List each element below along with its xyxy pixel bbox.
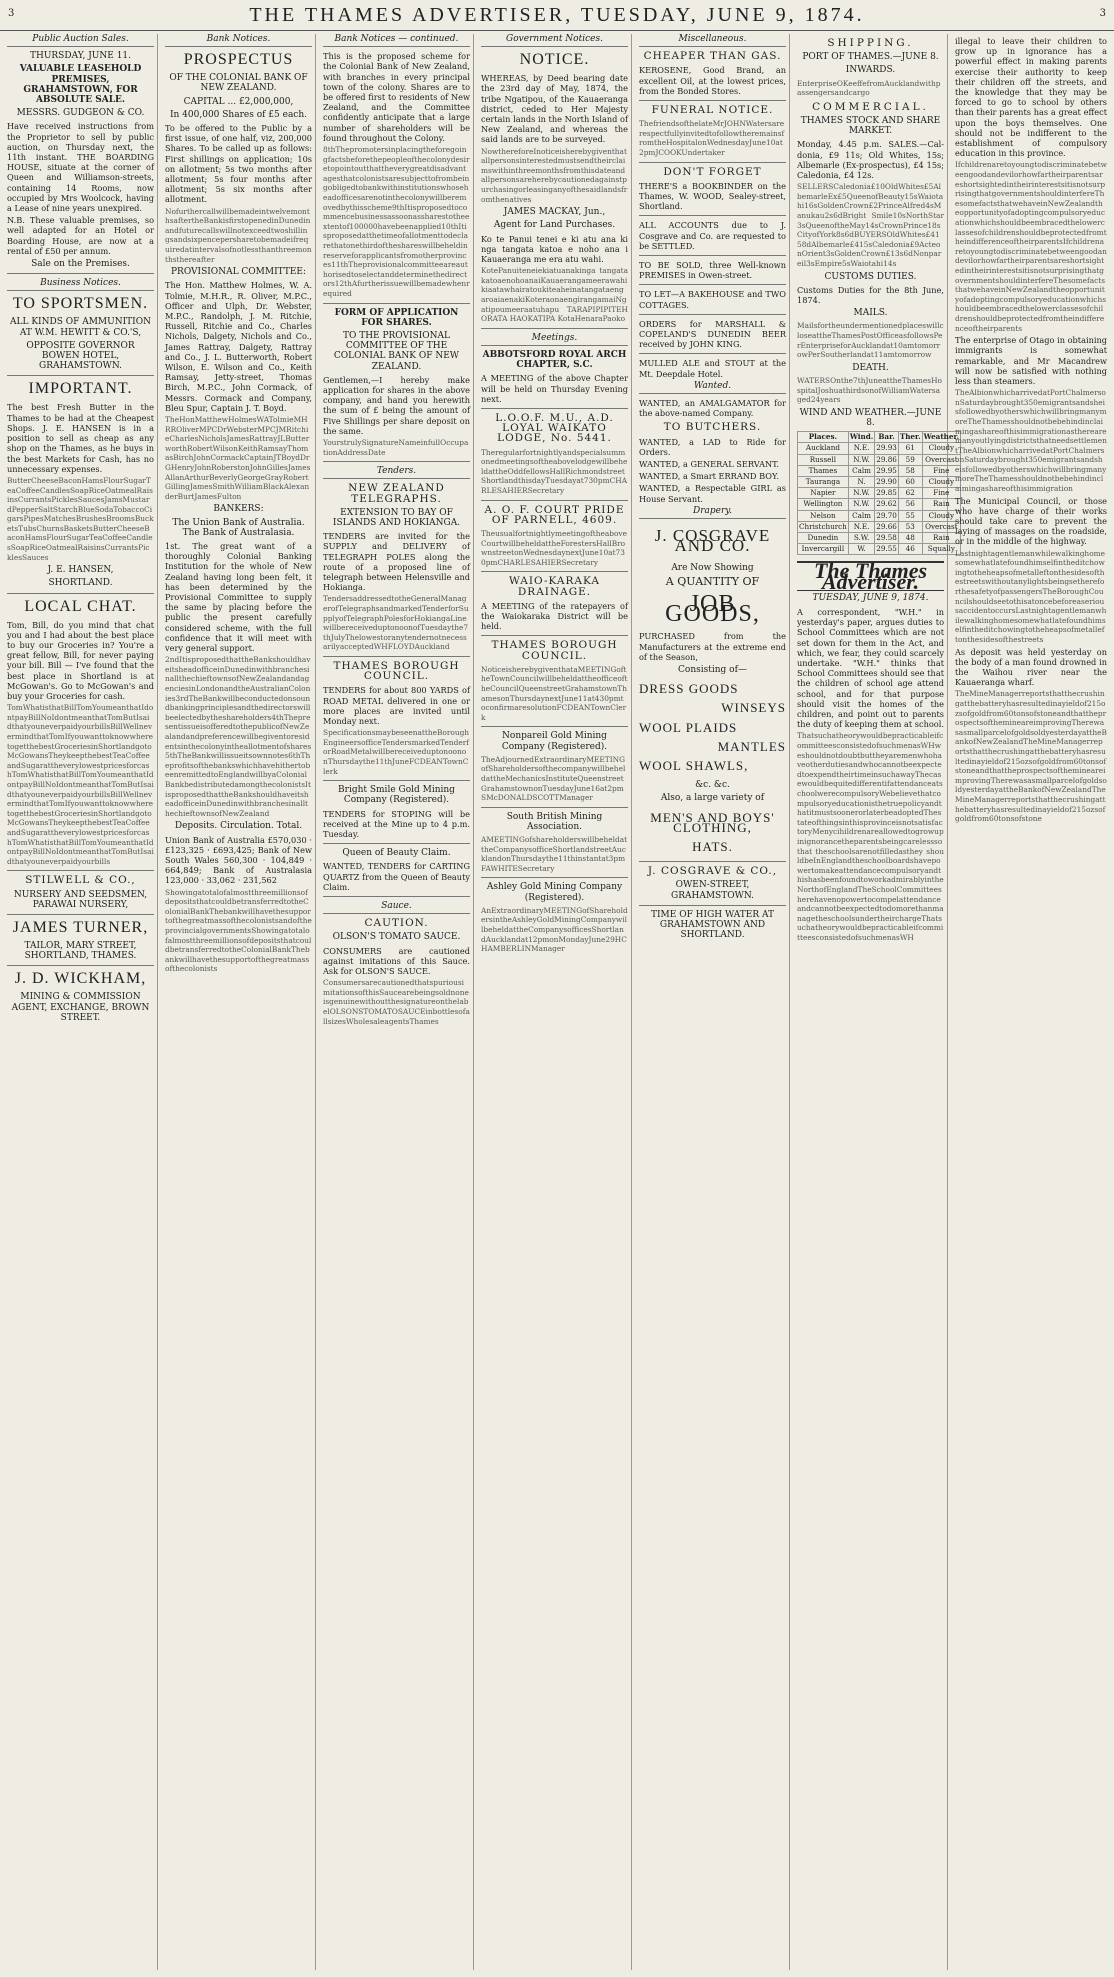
table-cell: Tauranga (798, 476, 849, 487)
leader-continued: illegal to leave their children to grow up in ignorance has a powerful effect in making parents exercise their authority to keep their children off the streets, and the knowledge that they may be forced to go to school by others than their parents has a great effect upon the boys themselves. One should not be indifferent to the establishment of compulsory education in this province. (955, 36, 1107, 159)
table-cell: Rain (922, 499, 960, 510)
table-cell: Rain (922, 532, 960, 543)
table-row (798, 454, 961, 465)
cosgrave-title: J. COSGRAVE AND CO. (654, 526, 771, 556)
table-cell: N. (848, 476, 874, 487)
table-cell: W. (848, 544, 874, 555)
table-cell: Auckland (798, 443, 849, 454)
mails-title: MAILS. (853, 308, 888, 319)
table-cell: Cloudy (922, 476, 960, 487)
sale-text: Have received instructions from the Proprietor to sell by public auction, on Thursday next, the 11th instant. THE BOARDING HOUSE, situate at the corner of Queen and Williamson-streets, containing 14 Rooms, now occupied by Mrs Woolcock, having a Lease of nine years unexpired. (7, 121, 154, 214)
wool-shawls: WOOL SHAWLS, (639, 757, 749, 773)
table-cell: 29.85 (876, 488, 897, 498)
table-cell: Cloudy (922, 443, 960, 454)
wind-header: WIND AND WEATHER.—JUNE 8. (799, 407, 942, 428)
hansen-name: J. E. HANSEN, (47, 565, 114, 576)
prospectus-intro: To be offered to the Public by a first issue, of one half, viz, 200,000 Shares. To be called up as follows: First shillings on application; 10s on allotment; 5s two months after allotment; 5s four months after allotment; 5s six months after allotment. (165, 123, 312, 205)
table-cell: 29.93 (876, 443, 897, 453)
section-header: Drapery. (639, 506, 786, 519)
page-number-right: 3 (1099, 8, 1106, 19)
table-cell: N.W. (848, 454, 874, 465)
committee-list: The Hon. Matthew Holmes, W. A. Tolmie, M.H.R., R. Oliver, M.P.C., Officer and Ulph, Dr. Webster, M.P.C., Randolph, J. M. Ritchie, Russell, Ritchie and Co., Charles Nichols, Dalgety, Nichols and Co., James Rattray, Dalgety, Rattray and Co., J. L. Butterworth, Robert Wilson, E. Wilson and Co., Keith Ramsay, Jetty-street, Thomas Birch, M.P.C., John Cormack, of Messrs. Cormack and Company, Bleu Spur, Captain J. T. Boyd. (165, 280, 312, 413)
table-cell: 59 (898, 454, 922, 465)
gas-body: KEROSENE, Good Brand, an excellent Oil, at the lowest prices, from the Bonded Stores. (639, 65, 786, 96)
queen-beauty: Queen of Beauty Claim. (342, 848, 451, 859)
prospectus-sub: OF THE COLONIAL BANK OF NEW ZEALAND. (169, 73, 308, 94)
stilwell-title: STILWELL & CO., (25, 874, 136, 887)
section-header: Tenders. (323, 466, 470, 479)
column-2: Bank Notices. PROSPECTUS OF THE COLONIAL BANK OF NEW ZEALAND. CAPITAL ... £2,000,000, In 400,000 Shares of £5 each. To be offered to the Public by a first issue, of one half, viz, 200,000 Shares. To be called up as follows: First shillings on application; 10s on allotment; 5s two months after allotment; 5s four months after allotment; 5s six months after allotment. NofurthercallwillbemadeintwelvemonthsaftertheBankisfirstopenedinDunedinandfuturecallswillnotexceedtwoshillingsandsixpencepersharetobemadeifrequiredatintervalsofnotlessthanthreemonthsthereafter PROVISIONAL COMMITTEE: The Hon. Matthew Holmes, W. A. Tolmie, M.H.R., R. Oliver, M.P.C., Officer and Ulph, Dr. Webster, M.P.C., Randolph, J. M. Ritchie, Russell, Ritchie and Co., Charles Nichols, Dalgety, Nichols and Co., James Rattray, Dalgety, Rattray and Co., J. L. Butterworth, Robert Wilson, E. Wilson and Co., Keith Ramsay, Jetty-street, Thomas Birch, M.P.C., John Cormack, of Messrs. Cormack and Company, Bleu Spur, Captain J. T. Boyd. TheHonMatthewHolmesWATolmieMHRROliverMPCDrWebsterMPCJMRitchieCharlesNicholsJamesRattrayJLButterworthRobertWilsonKeithRamsayThomasBirchJohnCormackCaptainJTBoydDrGHenryJohnRoberstonJohnGillesJamesAllanArthurBeverlyGeorgeGrayRobertGillingJamesSmithWilliamBlackAlexanderBurtJamesFulton BANKERS: The Union Bank of Australia. The Bank of Australasia. 1st. The great want of a thoroughly Colonial Banking Institution for the whole of New Zealand having long been felt, it has been determined by the Provisional Committee to supply the same by placing before the public the present carefully considered scheme, with the full confidence that it will meet with very general support. 2ndItisproposedthattheBankshouldhaveitsheadofficeinDunedinwithbranchesinallthechieftownsofNewZealandandagenciesinLondonandtheAustralianColonies3rdTheBankwillbeconductedonsoundbankingprinciplesandthedirectorswillbeelectedbytheshareholders4thThepresentissueisofferedtothepublicofNewZealandandpreferencewillbegiventoresidentsinthecolonyintheallotmentofshares5thTheBankwillissueitsownnotes6thTheprofitsofthebankswhichhavehithertobeenremittedtoEnglandwillbyaColonialBankbedistributedamongthecolonistsItisproposedthattheBankshouldhaveitsheadofficeinDunedinwithbranchesinallthechieftownsofNewZealand Deposits. Circulation. Total. Union Bank of Australia £570,030 · £123,325 · £693,425; Bank of New South Wales 560,300 · 104,849 · 664,849; Bank of Australasia 123,000 · 33,062 · 231,562 ShowingatotalofalmostthreemillionsofdepositsthatcouldbetransferredtotheColonialBankThebankwillhavethesupportofthegreatmassofthecolonistsandoftheprovincialgovernmentsShowingatotalofalmostthreemillionsofdepositsthatcouldbetransferredtotheColonialBankThebankwillhavethesupportofthegreatmassofthecolonists (162, 34, 316, 1970)
leader-masthead: The Thames Advertiser. (797, 561, 944, 590)
wanted-1: WANTED, an AMALGAMATOR for the above-named Company. (639, 398, 786, 419)
table-cell: Nelson (798, 510, 849, 521)
otago-para: The enterprise of Otago in obtaining immigrants is somewhat remarkable, and Mr Macandrew will now be satisfied with nothing less than steamers. (955, 335, 1107, 386)
wool-plaids: WOOL PLAIDS (639, 719, 738, 735)
committee-title: PROVISIONAL COMMITTEE: (170, 267, 306, 278)
cosgrave-showing: Are Now Showing (671, 563, 754, 574)
mackay-name: JAMES MACKAY, Jun., (503, 207, 606, 218)
bank-terms: 1st. The great want of a thoroughly Colonial Banking Institution for the whole of New Zealand having long been felt, it has been determined by the Provisional Committee to supply the same by placing before the public the present carefully considered scheme, with the full confidence that it will meet with very general support. (165, 541, 312, 654)
telegraph-sub: EXTENSION TO BAY OF ISLANDS AND HOKIANGA. (332, 507, 461, 528)
table-cell: 48 (898, 532, 922, 543)
cosgrave-sign: J. COSGRAVE & CO., (647, 865, 778, 878)
table-row (798, 510, 961, 521)
table-cell: 62 (898, 488, 922, 499)
dress-goods: DRESS GOODS (639, 681, 739, 697)
table-cell: 29.55 (876, 544, 897, 554)
weather-table (797, 431, 961, 555)
hansen-sub: SHORTLAND. (48, 578, 113, 589)
sports-title: TO SPORTSMEN. (12, 295, 149, 313)
table-cell: N.W. (848, 499, 874, 510)
column-6: SHIPPING. PORT OF THAMES.—JUNE 8. INWARDS. EnterpriseOKeeffefromAucklandwithpassengersandcargo COMMERCIAL. THAMES STOCK AND SHARE MARKET. Monday, 4.45 p.m. SALES.—Cal-donia, £9 11s; Old Whites, 15s; Albemarle (Ex-prospectus), £4 15s; Caledonia, £4 12s. SELLERSCaledonia£10OldWhites£5AlbemarleEx£5QueenofBeauty15sWaiotahi16sGoldenCrown£2PrinceAlfred4sManukau2s6dBright Smile10sNorthStar3sQueenoftheMay14sCrownPrince18sCityofYork8s6dBUYERSOldWhites£4158dAlbemarle£415sCaledonia£9ActeonOrient3sGoldenCrown£13s6dNonpareil3sEmpire5sWaiotahi14s CUSTOMS DUTIES. Customs Duties for the 8th June, 1874. MAILS. MailsfortheundermentionedplaceswillcloseattheThamesPostOfficeasfollowsPerEnterpriseforAucklandat10amtomorrowPerSoutherlandat11amtomorrow DEATH. WATERSOnthe7thJuneattheThamesHospitalJoshuathirdsonofWilliamWatersaged24years WIND AND WEATHER.—JUNE 8. Places. Wind. Bar. Ther. Weather. Auckland N.E. 29.93 61 Cloudy Russell N.W. 29.86 59 Overcast Thames Calm 29.95 58 Fine Tauranga N. 29.90 60 Cloudy Napier N.W. 29.85 62 Fine Wellington N.W. 29.62 56 Rain Nelson Calm 29.70 55 Cloudy Christchurch N.E. 29.66 53 Overcast Dunedin S.W. 29.58 48 Rain Invercargill W. 29.55 46 Squally The Thames Advertiser. TUESDAY, JUNE 9, 1874. A correspondent, "W.H." in yesterday's paper, argues duties to School Committees which are not set down for them in the Act, and which, we fear, they could scarcely undertake. "W.H." thinks that School Committees should see that the children of school age attend school, and for that purpose should visit the homes of the children, and point out to parents the duty of keeping them at school. ThatsuchatheorywouldbepracticableifcommitteesconsistedofsuchmenasWHweshouldnotdoubtbuttheyaremenwhohaveotherdutiesandwhocannotbeexpectedtoexpendtheirtimeinsuchawayThecasewouldbequitedifferentifattendanceatschoolwerecompulsoryWebelievethatcompulsoryeducationisthetruepolicyandthatitmustsoonerorlaterbeadoptedThestateofthingsinthisprovinceisnotsatisfactoryMenycihildrenareallowedtogrowupinignorancetheparentsbeingcarelesssothat theschoolsarenotfilledasthey shouldbeInEnglandtheschoolboardshavepowertomakeattendancecompulsoryandthishasbeenfoundtoworkadmirablyintheNorthofEnglandTheSchoolCommitteesherehavenopowertocompelattendanceandcannotbeexpectedtodomorethanmanagetheschoolsundertheirchargeThatsuchatheorywouldbepracticableifcommitteesconsistedofsuchmenasWH (794, 34, 948, 1970)
commercial: COMMERCIAL. (812, 100, 929, 113)
table-cell: Calm (848, 465, 874, 476)
forget-body: THERE'S a BOOKBINDER on the Thames, W. WOOD, Sealey-street, Shortland. (639, 180, 786, 212)
table-cell: 29.58 (876, 532, 897, 542)
accounts: ALL ACCOUNTS due to J. Cosgrave and Co. are requested to be SETTLED. (639, 220, 786, 251)
to-be-sold: TO BE SOLD, three Well-known PREMISES in Owen-street. (639, 260, 786, 281)
table-cell: 55 (898, 510, 922, 521)
sauce-body: CONSUMERS are cautioned against imitations of this Sauce. Ask for OLSON'S SAUCE. (323, 945, 470, 976)
port-title: PORT OF THAMES.—JUNE 8. (802, 52, 939, 63)
table-row (798, 532, 961, 543)
butchers: TO BUTCHERS. (663, 421, 762, 434)
bankers: The Union Bank of Australia. The Bank of Australasia. (172, 517, 305, 538)
table-rows: Union Bank of Australia £570,030 · £123,325 · £693,425; Bank of New South Wales 560,300 · 104,849 · 664,849; Bank of Australasia 123,000 · 33,062 · 231,562 (165, 834, 312, 886)
notice-body: WHEREAS, by Deed bearing date the 23rd day of May, 1874, the tribe Ngatipou, of the Kauaeranga district, ceded to Her Majesty certain lands in the North Island of New Zealand, and whereas the said lands are to be surveyed. (481, 73, 628, 145)
table-cell: 46 (898, 544, 922, 555)
table-cell: 61 (898, 443, 922, 454)
bankers-title: BANKERS: (213, 504, 264, 515)
section-header: Meetings. (481, 333, 628, 346)
table-cell: Russell (798, 454, 849, 465)
wanted-3: WANTED, a GENERAL SERVANT. (639, 459, 780, 470)
etc: &c. &c. (695, 780, 730, 791)
wanted-2: WANTED, a LAD to Ride for Orders. (639, 436, 786, 457)
table-cell: Overcast (922, 454, 960, 465)
table-cell: Calm (848, 510, 874, 521)
mulled-ale: MULLED ALE and STOUT at the Mt. Deepdale Hotel. (639, 358, 786, 379)
columns (4, 34, 1110, 1970)
table-row (798, 476, 961, 487)
table-cell: Wellington (798, 499, 849, 510)
sale-note: N.B. These valuable premises, so well adapted for an Hotel or Boarding House, are now at a rental of £50 per annum. (7, 215, 154, 256)
to-let: TO LET—A BAKEHOUSE and TWO COTTAGES. (639, 289, 786, 310)
sale-title: VALUABLE LEASEHOLD PREMISES, GRAHAMSTOWN, FOR ABSOLUTE SALE. (19, 64, 142, 106)
masthead (0, 0, 1114, 31)
chat-title: LOCAL CHAT. (24, 597, 137, 615)
mantles: MANTLES (717, 738, 786, 754)
table-cell: 53 (898, 521, 922, 532)
bright-body: TENDERS for STOPING will be received at the Mine up to 4 p.m. Tuesday. (323, 808, 470, 839)
column-3: Bank Notices — continued. This is the proposed scheme for the Colonial Bank of New Zealand, with branches in every principal town of the colony. Shares are to be offered first to residents of New Zealand, and the Committee confidently anticipate that a large number of shareholders will be found throughout the Colony. 8thThepromotersinplacingtheforegoingfactsbeforethepeopleofthecolonydesiretopointoutthattheverygreatdisadvantagesthatcolonistsaresubjecttofrombeingobligedtobankwithinstitutionswhoseheadofficesarenotinthecolonywillberemovedbythisscheme9thItisproposedtocommencebusinessassoonassharestotheextentof100000havebeenapplied10thItisproposedatthetimeofallotmenttodeclarethatonethirdoftheshareswillbeheldinreserveforapplicantsfromotherprovinces11thTheprovisionalcommitteeareauthorisedtoselectanddeterminethedirectors12thAfurtherissuewillbemadewhenrequired FORM OF APPLICATION FOR SHARES. TO THE PROVISIONAL COMMITTEE OF THE COLONIAL BANK OF NEW ZEALAND. Gentlemen,—I hereby make application for shares in the above company, and hand you herewith the sum of £ being the amount of Five Shillings per share deposit on the same. YourstrulySignatureNameinfullOccupationAddressDate Tenders. NEW ZEALAND TELEGRAPHS. EXTENSION TO BAY OF ISLANDS AND HOKIANGA. TENDERS are invited for the SUPPLY and DELIVERY of TELEGRAPH POLES along the route of a proposed line of telegraph between Helensville and Hokianga. TendersaddressedtotheGeneralManagerofTelegraphsandmarkedTenderforSupplyofTelegraphPolesforHokiangaLinewillbereceiveduptonoonofTuesdaythe7thJulyThelowestoranytendernotnecessarilyacceptedWHFLOYDAuckland THAMES BOROUGH COUNCIL. TENDERS for about 800 YARDS of ROAD METAL delivered in one or more places are invited until Monday next. SpecificationsmaybeseenattheBoroughEngineersofficeTendersmarkedTenderforRoadMetalwillbereceiveduptonoononThursdaythe11thJuneFCDEANTownClerk Bright Smile Gold Mining Company (Registered). TENDERS for STOPING will be received at the Mine up to 4 p.m. Tuesday. Queen of Beauty Claim. WANTED, TENDERS for CARTING QUARTZ from the Queen of Beauty Claim. Sauce. CAUTION. OLSON'S TOMATO SAUCE. CONSUMERS are cautioned against imitations of this Sauce. Ask for OLSON'S SAUCE. ConsumersarecautionedthatspuriousimitationsofthisSaucearebeingsoldnoneisgenuinewithoutthesignatureonthelabelOLSONSTOMATOSAUCEinbottlesofallsizesWholesaleagentsThames (320, 34, 474, 1970)
funeral-title: FUNERAL NOTICE. (651, 104, 774, 117)
masthead-title: THE THAMES ADVERTISER, TUESDAY, JUNE 9, 1874. (249, 4, 865, 26)
capital-sub: In 400,000 Shares of £5 each. (169, 109, 308, 120)
column-1: Public Auction Sales. THURSDAY, JUNE 11. VALUABLE LEASEHOLD PREMISES, GRAHAMSTOWN, FOR ABSOLUTE SALE. MESSRS. GUDGEON & CO. Have received instructions from the Proprietor to sell by public auction, on Thursday next, the 11th instant. THE BOARDING HOUSE, situate at the corner of Queen and Williamson-streets, containing 14 Rooms, now occupied by Mrs Woolcock, having a Lease of nine years unexpired. N.B. These valuable premises, so well adapted for an Hotel or Boarding House, are now at a rental of £50 per annum. Sale on the Premises. Business Notices. TO SPORTSMEN. ALL KINDS OF AMMUNITION AT W.M. HEWITT & CO.'S, OPPOSITE GOVERNOR BOWEN HOTEL, GRAHAMSTOWN. IMPORTANT. The best Fresh Butter in the Thames to be had at the Cheapest Shops. J. E. HANSEN is in a position to sell as cheap as any shop on the Thames, as he buys in the best Markets for Cash, has no unnecessary expenses. ButterCheeseBaconHamsFlourSugarTeaCoffeeCandlesSoapRiceOatmealRaisinsCurrantsPicklesSaucesJamsMustardPepperSaltStarchBlueSodaTobaccoCigarsPipesMatchesBrushesBroomsBucketsTubsChurnsBasketsButterCheeseBaconHamsFlourSugarTeaCoffeeCandlesSoapRiceOatmealRaisinsCurrantsPicklesSauces J. E. HANSEN, SHORTLAND. LOCAL CHAT. Tom, Bill, do you mind that chat you and I had about the best place to buy our Groceries in? You're a great fellow, Bill, for never paying your bill. Bill — I've found that the best place in Shortland is at McGowan's. Go to McGowan's and buy your Groceries for cash. TomWhatisthatBillTomYoumeanthatIdontpayBillNoIdontmeanthatTomButIsaidthatyouneverpaidyourbillsBillWellnevermindthatTomIfyouwanttoknowwheretogetthebestGroceriesinShortlandgotoMcGowansTheykeepthebestTeaCoffeeandSugarattheverylowestpricesforcashTomWhatisthatBillTomYoumeanthatIdontpayBillNoIdontmeanthatTomButIsaidthatyouneverpaidyourbillsBillWellnevermindthatTomIfyouwanttoknowwheretogetthebestGroceriesinShortlandgotoMcGowansTheykeepthebestTeaCoffeeandSugarattheverylowestpricesforcashTomWhatisthatBillTomYoumeanthatIdontpayBillNoIdontmeanthatTomButIsaidthatyouneverpaidyourbills STILWELL & CO., NURSERY AND SEEDSMEN, PARAWAI NURSERY, JAMES TURNER, TAILOR, MARY STREET, SHORTLAND, THAMES. J. D. WICKHAM, MINING & COMMISSION AGENT, EXCHANGE, BROWN STREET. (4, 34, 158, 1970)
section-header: Bank Notices. (165, 34, 312, 47)
form-body: Gentlemen,—I hereby make application for shares in the above company, and hand you herewith the sum of £ being the amount of Five Shillings per share deposit on the same. (323, 374, 470, 436)
sauce-title: OLSON'S TOMATO SAUCE. (332, 932, 461, 943)
nonpareil: Nonpareil Gold Mining Company (Registered). (501, 731, 608, 752)
hats: HATS. (692, 838, 733, 854)
also: Also, a large variety of (660, 793, 765, 804)
winseys: WINSEYS (721, 700, 786, 716)
table-cell: 60 (898, 476, 922, 487)
shipping-title: SHIPPING. (827, 37, 914, 49)
table-cell: 29.90 (876, 476, 897, 486)
chat-text: Tom, Bill, do you mind that chat you and I had about the best place to buy our Groceries in? You're a great fellow, Bill, for never paying your bill. Bill — I've found that the best place in Shortland is at McGowan's. Go to McGowan's and buy your Groceries for cash. (7, 619, 154, 702)
table-title: Deposits. Circulation. Total. (174, 821, 303, 832)
nz-telegraphs: NEW ZEALAND TELEGRAPHS. (348, 482, 445, 505)
table-row (798, 499, 961, 510)
table-cell: 56 (898, 499, 922, 510)
wickham-title: J. D. WICKHAM, (14, 970, 147, 988)
weather-col-header: Bar. (875, 432, 899, 443)
section-header: Wanted. (639, 381, 786, 394)
table-cell: Squally (922, 544, 960, 555)
forget-title: DON'T FORGET (663, 165, 762, 178)
sale-date: THURSDAY, JUNE 11. (29, 51, 132, 62)
leader-date: TUESDAY, JUNE 9, 1874. (812, 592, 929, 603)
table-cell: Thames (798, 465, 849, 476)
leader-text: A correspondent, "W.H." in yesterday's paper, argues duties to School Committees which are not set down for them in the Act, and which, we fear, they could scarcely undertake. "W.H." thinks that School Committees should see that the children of school age attend school, and for that purpose should visit the homes of the children, and point out to parents the duty of keeping them at school. (797, 606, 944, 730)
weather-col-header: Weather. (923, 432, 960, 442)
table-cell: Fine (922, 465, 960, 476)
gas-title: CHEAPER THAN GAS. (643, 50, 782, 63)
section-header: Business Notices. (7, 278, 154, 291)
clothing: MEN'S AND BOYS' CLOTHING, (650, 809, 775, 835)
turner-sub: TAILOR, MARY STREET, SHORTLAND, THAMES. (24, 940, 137, 962)
table-cell: 29.62 (876, 499, 897, 509)
inwards: INWARDS. (845, 65, 896, 76)
borough-para: The Municipal Council, or those who have charge of their works should take care to prevent the laying of massages on the roadside, or in the middle of the highway. (955, 495, 1107, 547)
table-cell: S.W. (848, 532, 874, 543)
form-to: TO THE PROVISIONAL COMMITTEE OF THE COLONIAL BANK OF NEW ZEALAND. (333, 330, 460, 372)
borough-body: TENDERS for about 800 YARDS of ROAD METAL delivered in one or more places are invited until Monday next. (323, 685, 470, 726)
section-header: Miscellaneous. (639, 34, 786, 47)
table-row (798, 544, 961, 555)
lodge-title: L.O.O.F. M.U., A.D. LOYAL WAIKATO LODGE, No. 5441. (495, 411, 614, 445)
cosgrave-qty: A QUANTITY OF (665, 574, 760, 588)
form-title: FORM OF APPLICATION FOR SHARES. (334, 307, 459, 328)
bright-smile: Bright Smile Gold Mining Company (Registered). (338, 785, 455, 806)
weather-col-header: Wind. (849, 432, 874, 442)
turner-title: JAMES TURNER, (12, 918, 149, 936)
table-cell: 29.95 (876, 465, 897, 475)
table-cell: Napier (798, 488, 849, 499)
table-cell: N.W. (848, 488, 874, 499)
waio-title: WAIO-KARAKA DRAINAGE. (508, 575, 601, 598)
bank-body: This is the proposed scheme for the Colonial Bank of New Zealand, with branches in every principal town of the colony. Shares are to be offered first to residents of New Zealand, and the Committee confidently anticipate that a large number of shareholders will be found throughout the Colony. (323, 51, 470, 143)
stilwell-sub: NURSERY AND SEEDSMEN, PARAWAI NURSERY, (13, 889, 148, 910)
beauty-body: WANTED, TENDERS for CARTING QUARTZ from the Queen of Beauty Claim. (323, 861, 470, 892)
table-cell: Invercargill (798, 544, 849, 555)
borough-council: THAMES BOROUGH COUNCIL. (333, 659, 460, 683)
customs-body: Customs Duties for the 8th June, 1874. (797, 284, 944, 305)
page-number: 3 (8, 8, 15, 19)
wanted-5: WANTED, a Respectable GIRL as House Servant. (639, 483, 786, 504)
table-cell: 29.86 (876, 454, 897, 464)
column-5: Miscellaneous. CHEAPER THAN GAS. KEROSENE, Good Brand, an excellent Oil, at the lowest prices, from the Bonded Stores. FUNERAL NOTICE. ThefriendsofthelateMrJOHNWatersarerespectfullyinvitedtofollowtheremainsfromtheHospitalonWednesdayJune10at2pmJCOOKUndertaker DON'T FORGET THERE'S a BOOKBINDER on the Thames, W. WOOD, Sealey-street, Shortland. ALL ACCOUNTS due to J. Cosgrave and Co. are requested to be SETTLED. TO BE SOLD, three Well-known PREMISES in Owen-street. TO LET—A BAKEHOUSE and TWO COTTAGES. ORDERS for MARSHALL & COPELAND'S DUNEDIN BEER received by JOHN KING. MULLED ALE and STOUT at the Mt. Deepdale Hotel. Wanted. WANTED, an AMALGAMATOR for the above-named Company. TO BUTCHERS. WANTED, a LAD to Ride for Orders. WANTED, a GENERAL SERVANT. WANTED, a Smart ERRAND BOY. WANTED, a Respectable GIRL as House Servant. Drapery. J. COSGRAVE AND CO. Are Now Showing A QUANTITY OF JOB GOODS, PURCHASED from the Manufacturers at the extreme end of the Season, Consisting of— DRESS GOODS WINSEYS WOOL PLAIDS MANTLES WOOL SHAWLS, &c. &c. Also, a large variety of MEN'S AND BOYS' CLOTHING, HATS. J. COSGRAVE & CO., OWEN-STREET, GRAHAMSTOWN. TIME OF HIGH WATER AT GRAHAMSTOWN AND SHORTLAND. (636, 34, 790, 1970)
mines-para: As deposit was held yesterday on the body of a man found drowned in the Waihou river near the Kauaeranga wharf. (955, 646, 1107, 688)
death-title: DEATH. (852, 362, 889, 373)
prospectus-title: PROSPECTUS (183, 51, 294, 69)
table-cell: 29.70 (876, 510, 897, 520)
cosgrave-addr: OWEN-STREET, GRAHAMSTOWN. (671, 880, 754, 901)
caution: CAUTION. (364, 917, 429, 930)
consisting: Consisting of— (678, 664, 747, 675)
table-row (798, 488, 961, 499)
weather-col-header: Ther. (899, 432, 921, 442)
auctioneers: MESSRS. GUDGEON & CO. (16, 108, 145, 119)
capital: CAPITAL ... £2,000,000, (183, 96, 294, 107)
table-cell: Overcast (922, 521, 960, 532)
column-4: Government Notices. NOTICE. WHEREAS, by Deed bearing date the 23rd day of May, 1874, the tribe Ngatipou, of the Kauaeranga district, ceded to Her Majesty certain lands in the North Island of New Zealand, and whereas the said lands are to be surveyed. NowthereforeInoticeisherebygiventhatallpersonsinterestedmustsendtheirclaimswithinthreemonthsfromthisdateandallpersonsareherebycautionedagainstpurchasingorleasinganyofthesaidlandsfromthenatives JAMES MACKAY, Jun., Agent for Land Purchases. Ko te Panui tenei e ki atu ana ki nga tangata katoa e noho ana i Kauaeranga me era atu wahi. KotePanuiteneiekiatuanakinga tangatakatoaenohoanaiKauaerangameerawahikiaatawhairatoukiteaheinatangataengaroaiaenakiKoteraonaengirangamaiNgatipoumeeraatuhapu TARAPIPIPITEHORATA HAOKATIPA KotaHenaraPaoko Meetings. ABBOTSFORD ROYAL ARCH CHAPTER, S.C. A MEETING of the above Chapter will be held on Thursday Evening next. L.O.O.F. M.U., A.D. LOYAL WAIKATO LODGE, No. 5441. TheregularfortnightlyandspecialsummonedmeetingsoftheabovelodgewillbeheldattheOddfellowsHallRichmondstreetShortlandthisdayTuesdayat730pmCHARLESAHIERSecretary A. O. F. COURT PRIDE OF PARNELL, 4609. TheusualfortnightlymeetingoftheaboveCourtwillbeheldattheForestersHallBrownstreetonWednesdaynextJune10at730pmCHARLESAHIERSecretary WAIO-KARAKA DRAINAGE. A MEETING of the ratepayers of the Waiokaraka District will be held. THAMES BOROUGH COUNCIL. NoticeisherebygiventhataMEETINGoftheTownCouncilwillbeheldattheofficeoftheCouncilQueenstreetGrahamstownThamesonThursdaynextJune11at430pmtoconfirmaresolutionFCDEANTownClerk Nonpareil Gold Mining Company (Registered). TheAdjournedExtraordinaryMEETINGofShareholdersofthecompanywillbeheldattheMechanicsInstituteQueenstreetGrahamstownonTuesdayJune16at2pmSMcDONALDSCOTTManager South British Mining Association. AMEETINGofshareholderswillbeheldattheCompanysofficeShortlandstreetAucklandonThursdaythe11thinstantat3pmFAWHITESecretary Ashley Gold Mining Company (Registered). AnExtraordinaryMEETINGofShareholdersintheAshleyGoldMiningCompanywillbeheldattheCompanysofficesShortlandAucklandat12pmonMondayJune29HCHAMBERLINManager (478, 34, 632, 1970)
orders: ORDERS for MARSHALL & COPELAND'S DUNEDIN BEER received by JOHN KING. (639, 318, 786, 350)
sports-address: OPPOSITE GOVERNOR BOWEN HOTEL, GRAHAMSTOWN. (26, 340, 135, 372)
important-text: The best Fresh Butter in the Thames to be had at the Cheapest Shops. J. E. HANSEN is in a position to sell as cheap as any shop on the Thames, as he buys in the best Markets for Cash, has no unnecessary expenses. (7, 402, 154, 474)
notice-title: NOTICE. (519, 51, 590, 69)
table-cell: Dunedin (798, 532, 849, 543)
sale-footer: Sale on the Premises. (31, 259, 130, 270)
stock-body: Monday, 4.45 p.m. SALES.—Cal-donia, £9 11s; Old Whites, 15s; Albemarle (Ex-prospectus), £4 15s; Caledonia, £4 12s. (797, 139, 944, 181)
mackay-sub: Agent for Land Purchases. (493, 220, 616, 231)
sports-text: ALL KINDS OF AMMUNITION AT W.M. HEWITT & CO.'S, (10, 317, 151, 338)
table-cell: Fine (922, 488, 960, 499)
section-header: Bank Notices — continued. (323, 34, 470, 47)
customs-title: CUSTOMS DUTIES. (824, 271, 917, 282)
column-7: illegal to leave their children to grow up in ignorance has a powerful effect in making parents exercise their authority to keep their children off the streets, and the knowledge that they may be forced to go to school by others than their parents has a great effect upon the boys themselves. One should not be indifferent to the establishment of compulsory education in this province. IfchildrenaretoyoungtodiscriminatebetweengoodandevilorhowfartheirparentsareshortsightedintheirinterestsitisnotsurprisingthatgovernmentshouldinterfereThesomefactsthatwehaveinNewZealandtheopportunityofadoptingcompulsoryeducationwhichshouldbeembracedthelowerclassesofchildrenshouldbeprotectedfromtheindifferenceoftheirparentsIfchildrenaretoyoungtodiscriminatebetweengoodandevilorhowfartheirparentsareshortsightedintheirinterestsitisnotsurprisingthatgovernmentshouldinterfereThesomefactsthatwehaveinNewZealandtheopportunityofadoptingcompulsoryeducationwhichshouldbeembracedthelowerclassesofchildrenshouldbeprotectedfromtheindifferenceoftheirparents The enterprise of Otago in obtaining immigrants is somewhat remarkable, and Mr Macandrew will now be satisfied with nothing less than steamers. TheAlbionwhicharrivedatPortChalmersonSaturdaybrought350emigrantsandsheisfollowedbyotherswhichwillbringmanymoreTheThamesshouldnotbebehindinclaimingashareofthisimmigrationastherearemanyoutlyingdistrictsthatneedsettlementTheAlbionwhicharrivedatPortChalmersonSaturdaybrought350emigrantsandsheisfollowedbyotherswhichwillbringmanymoreTheThamesshouldnotbebehindinclaimingashareofthisimmigration The Municipal Council, or those who have charge of their works should take care to prevent the laying of massages on the roadside, or in the middle of the highway. LastnightagentlemanwhilewalkinghomesomewhatlatefoundhimselfintheditchowingtotheheapsofmetalleftonthesidesofthestreetswithoutanylightsbeingsethereforthesafetyofpassengersTheBoroughCouncilshouldseetothisatoncebeforeaseriousaccidentoccursLastnightagentlemanwhilewalkinghomesomewhatlatefoundhimselfintheditchowingtotheheapsofmetalleftonthesidesofthestreets As deposit was held yesterday on the body of a man found drowned in the Waihou river near the Kauaeranga wharf. TheMineManagerreportsthatthecrushingatthebatteryhasresultedinayieldof215ozsofgoldfrom60tonsofstoneandthattheprospectsofthemineareimprovingTherewasasmallparcelofgoldsoldyesterdayattheBankofNewZealandTheMineManagerreportsthatthecrushingatthebatteryhasresultedinayieldof215ozsofgoldfrom60tonsofstoneandthattheprospectsofthemineareimprovingTherewasasmallparcelofgoldsoldyesterdayattheBankofNewZealandTheMineManagerreportsthatthecrushingatthebatteryhasresultedinayieldof215ozsofgoldfrom60tonsofstone (955, 36, 1107, 824)
arch-chapter: ABBOTSFORD ROYAL ARCH CHAPTER, S.C. (482, 349, 627, 371)
job-goods: JOB GOODS, (665, 590, 760, 628)
stock-title: THAMES STOCK AND SHARE MARKET. (800, 116, 941, 137)
maori-body: Ko te Panui tenei e ki atu ana ki nga tangata katoa e noho ana i Kauaeranga me era atu wahi. (481, 233, 628, 264)
table-row (798, 465, 961, 476)
table-row (798, 443, 961, 454)
waio-body: A MEETING of the ratepayers of the Waiokaraka District will be held. (481, 600, 628, 632)
table-cell: Christchurch (799, 521, 847, 531)
table-cell: 29.66 (876, 521, 897, 531)
table-cell: 58 (898, 465, 922, 476)
section-header: Sauce. (323, 901, 470, 914)
tide-title: TIME OF HIGH WATER AT GRAHAMSTOWN AND SHORTLAND. (650, 909, 775, 941)
thames-borough: THAMES BOROUGH COUNCIL. (491, 639, 618, 662)
table-row (798, 521, 961, 532)
table-cell: N.E. (848, 521, 874, 532)
court-title: A. O. F. COURT PRIDE OF PARNELL, 4609. (484, 503, 625, 526)
important-title: IMPORTANT. (28, 380, 133, 398)
table-cell: Cloudy (922, 510, 960, 521)
telegraph-body: TENDERS are invited for the SUPPLY and DELIVERY of TELEGRAPH POLES along the route of a proposed line of telegraph between Helensville and Hokianga. (323, 531, 470, 593)
wanted-4: WANTED, a Smart ERRAND BOY. (639, 471, 779, 482)
ashley: Ashley Gold Mining Company (Registered). (486, 882, 623, 903)
weather-col-header: Places. (798, 432, 849, 443)
section-header: Government Notices. (481, 34, 628, 47)
section-header: Public Auction Sales. (7, 34, 154, 47)
table-cell: N.E. (848, 443, 874, 454)
purchased: PURCHASED from the Manufacturers at the extreme end of the Season, (639, 631, 786, 662)
arch-body: A MEETING of the above Chapter will be held on Thursday Evening next. (481, 373, 628, 404)
wickham-sub: MINING & COMMISSION AGENT, EXCHANGE, BROWN STREET. (11, 992, 150, 1023)
south-british: South British Mining Association. (506, 811, 603, 832)
